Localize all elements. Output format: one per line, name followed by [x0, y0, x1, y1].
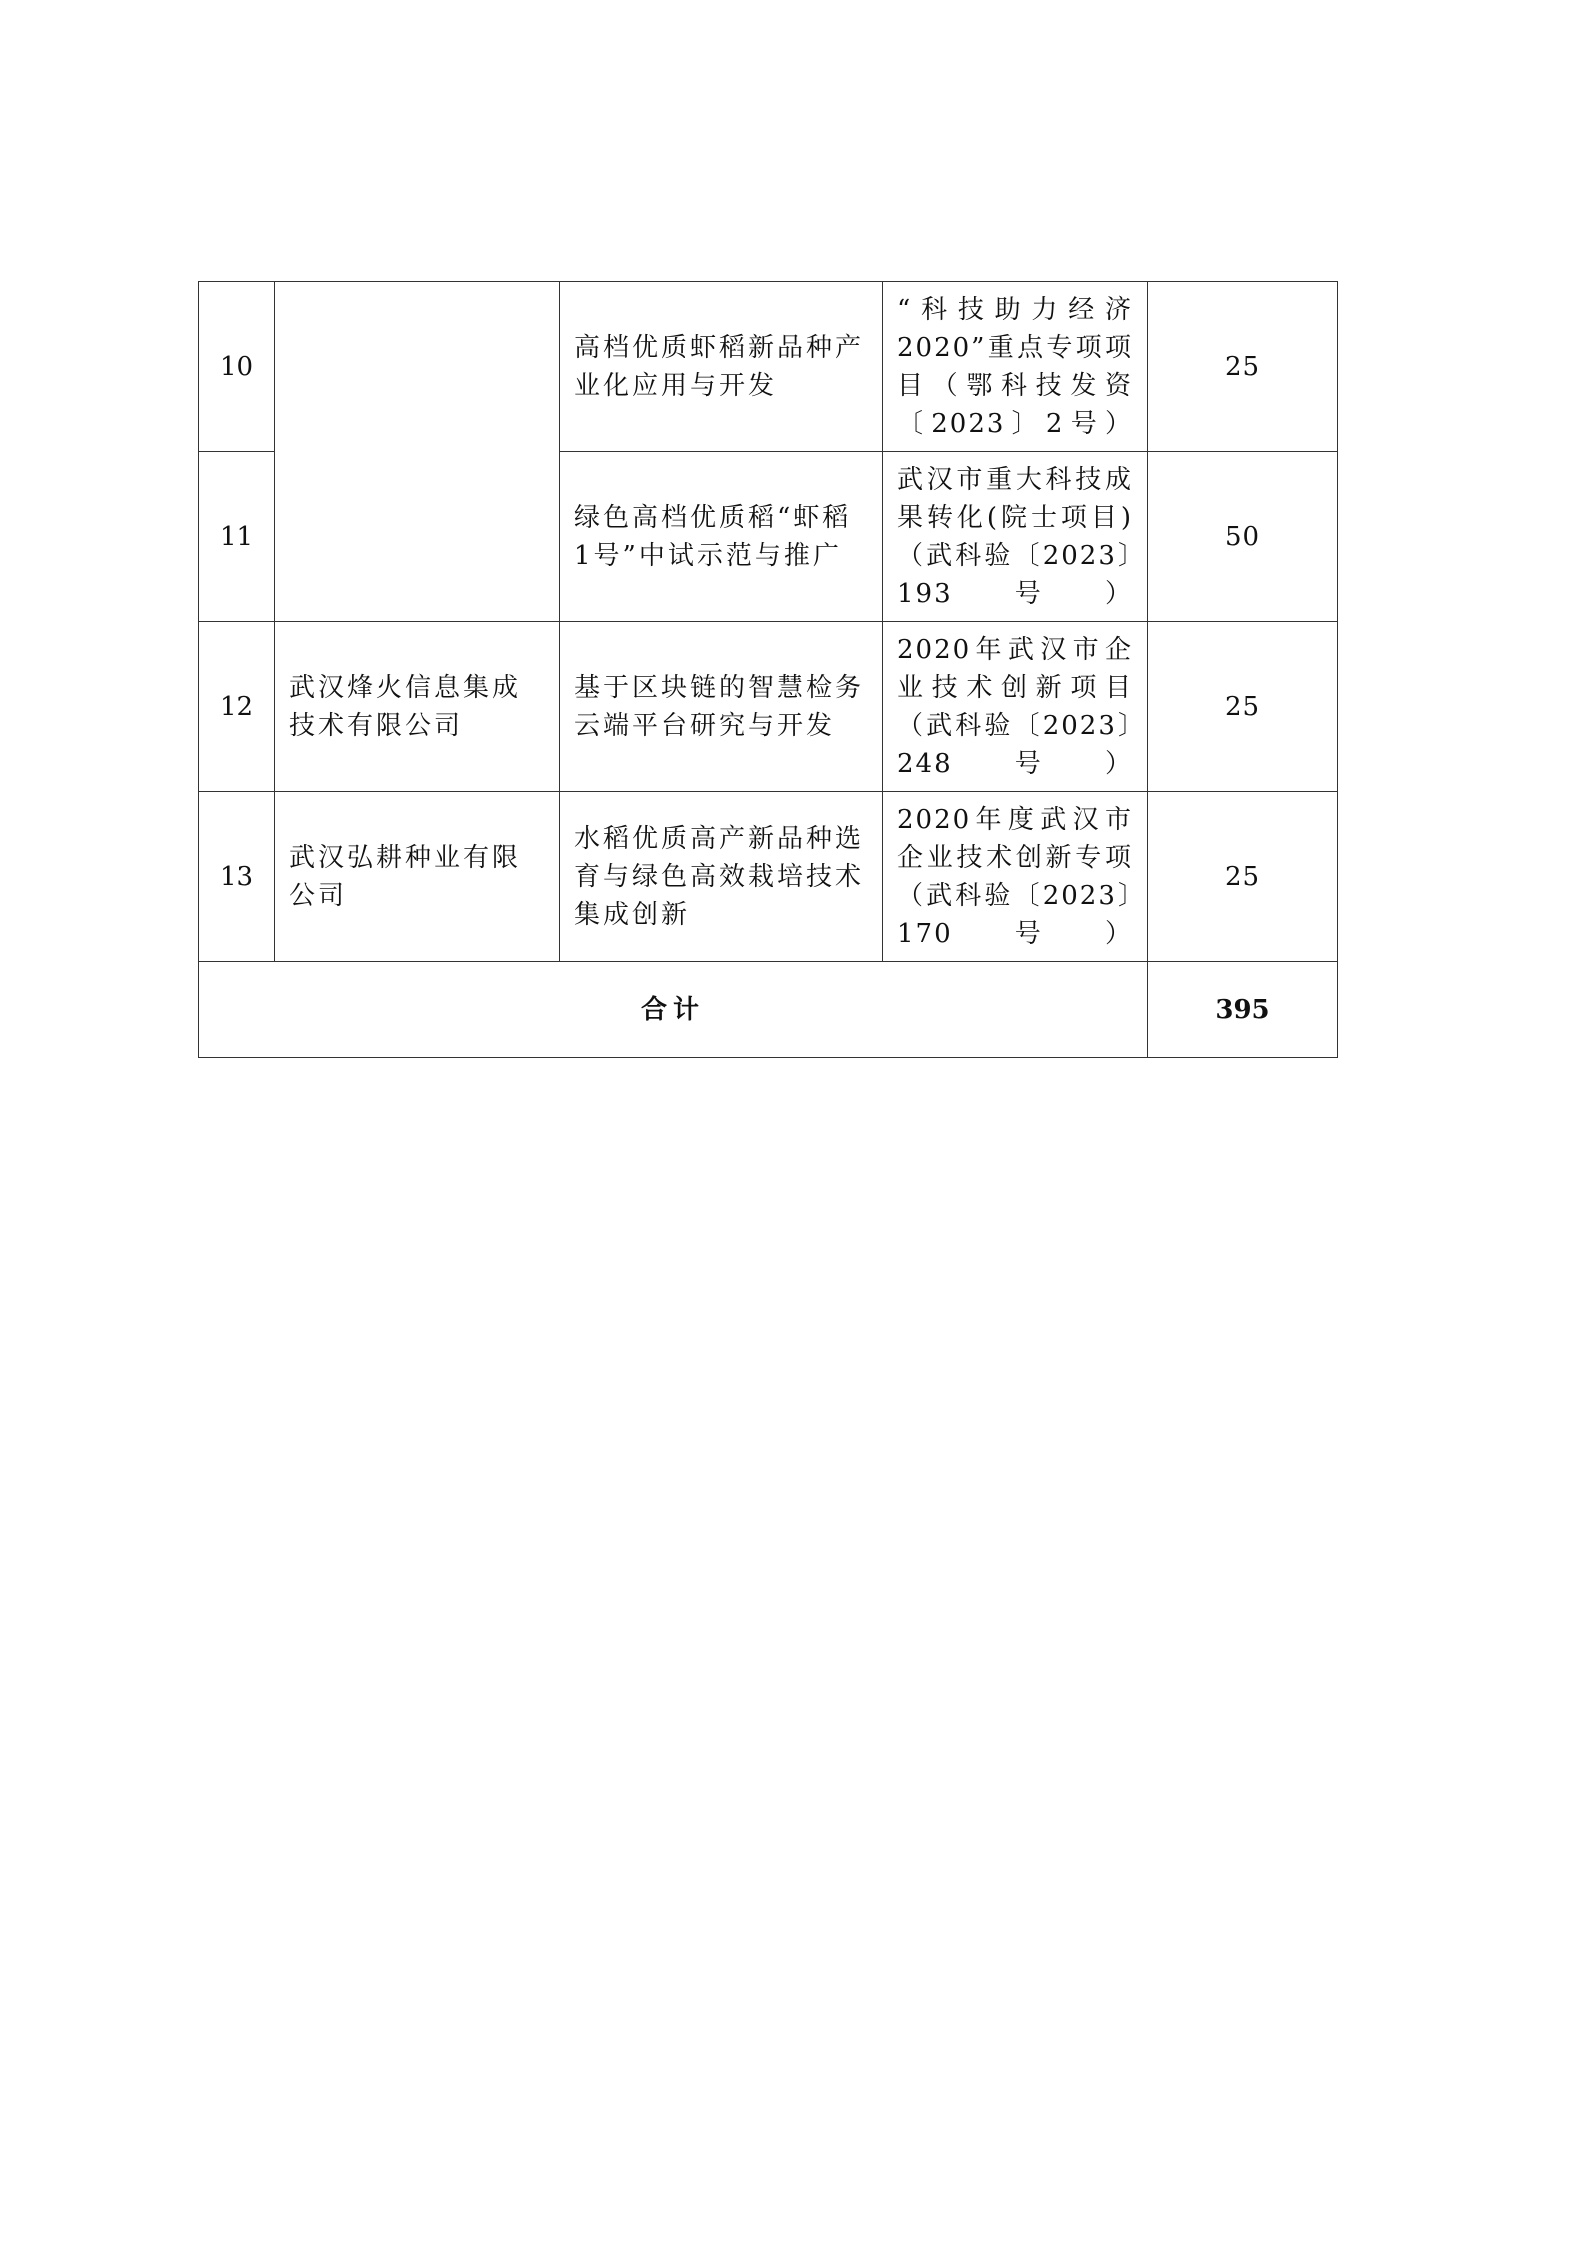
organization-cell: 武汉烽火信息集成技术有限公司 [275, 622, 560, 792]
table-row [199, 622, 1338, 792]
project-name-cell: 水稻优质高产新品种选育与绿色高效栽培技术集成创新 [560, 792, 883, 962]
total-row [199, 962, 1338, 1058]
project-name-cell: 高档优质虾稻新品种产业化应用与开发 [560, 282, 883, 452]
amount-cell: 25 [1148, 792, 1338, 962]
amount-cell: 25 [1148, 622, 1338, 792]
table-row [199, 792, 1338, 962]
project-source-cell: 2020年度武汉市企业技术创新专项（武科验〔2023〕170号） [883, 792, 1148, 962]
organization-cell: 武汉弘耕种业有限公司 [275, 792, 560, 962]
project-source-cell: 武汉市重大科技成果转化(院士项目)（武科验〔2023〕193号） [883, 452, 1148, 622]
funding-table [198, 281, 1338, 1058]
row-number: 11 [199, 452, 275, 622]
project-name-cell: 绿色高档优质稻“虾稻1号”中试示范与推广 [560, 452, 883, 622]
organization-cell [275, 282, 560, 622]
row-number: 10 [199, 282, 275, 452]
project-name-cell: 基于区块链的智慧检务云端平台研究与开发 [560, 622, 883, 792]
amount-cell: 50 [1148, 452, 1338, 622]
project-source-cell: “科技助力经济2020”重点专项项目（鄂科技发资〔2023〕2号） [883, 282, 1148, 452]
table-row [199, 282, 1338, 452]
row-number: 13 [199, 792, 275, 962]
total-label: 合计 [199, 962, 1148, 1058]
total-value: 395 [1148, 962, 1338, 1058]
amount-cell: 25 [1148, 282, 1338, 452]
project-source-cell: 2020年武汉市企业技术创新项目（武科验〔2023〕248号） [883, 622, 1148, 792]
row-number: 12 [199, 622, 275, 792]
